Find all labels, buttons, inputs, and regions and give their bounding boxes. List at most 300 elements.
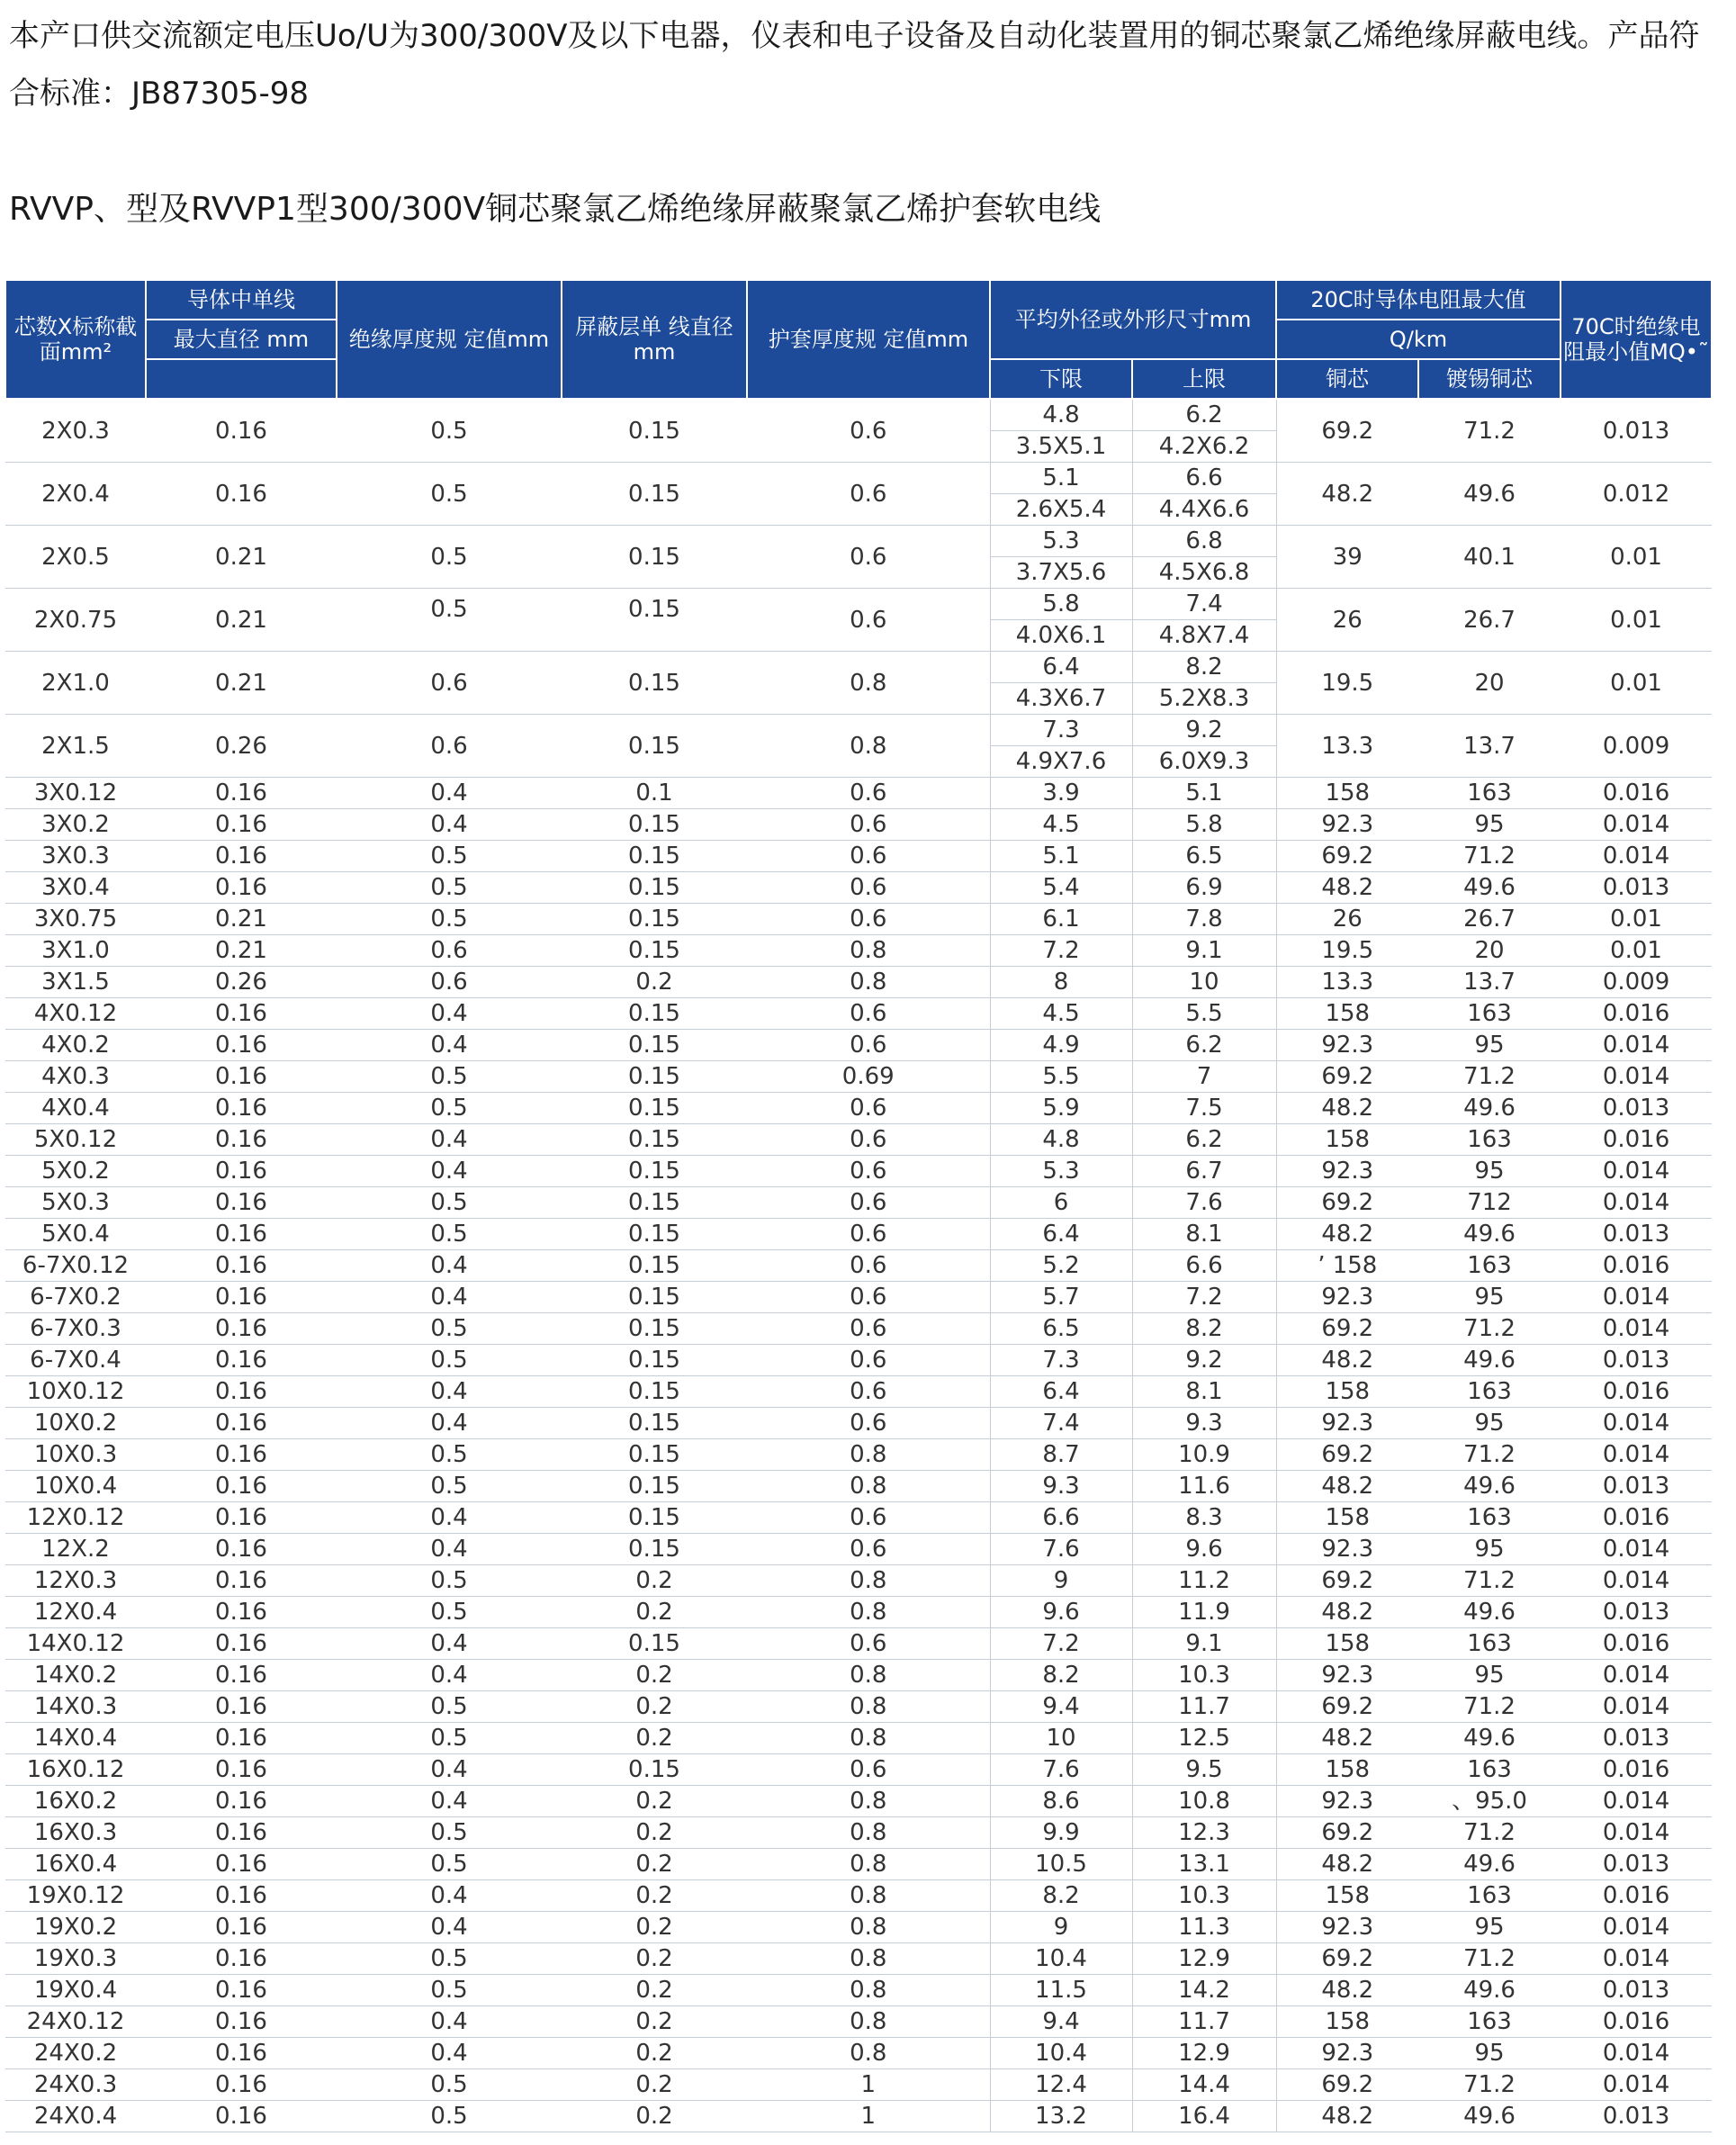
cell-tinned: 95	[1418, 2038, 1561, 2069]
header-shield: 屏蔽层单 线直径mm	[562, 280, 747, 399]
cell-insulation-resistance: 0.013	[1561, 1345, 1712, 1376]
cell-tinned: 49.6	[1418, 1219, 1561, 1250]
cell-upper: 10	[1132, 967, 1276, 998]
cell-core: 2X0.4	[5, 463, 146, 526]
cell-core: 2X1.0	[5, 652, 146, 715]
cell-insulation: 0.4	[337, 1660, 562, 1691]
cell-sheath: 0.8	[747, 1817, 990, 1849]
cell-conductor: 0.16	[146, 778, 337, 809]
cell-upper: 7.6	[1132, 1187, 1276, 1219]
cell-conductor: 0.16	[146, 1660, 337, 1691]
cell-upper-dim: 4.8X7.4	[1132, 620, 1276, 652]
table-row	[5, 1061, 1712, 1093]
cell-insulation: 0.4	[337, 778, 562, 809]
cell-copper: 69.2	[1276, 1565, 1418, 1597]
table-row	[5, 1817, 1712, 1849]
cell-lower: 7.2	[990, 1628, 1132, 1660]
cell-insulation: 0.5	[337, 1565, 562, 1597]
cell-insulation: 0.5	[337, 1439, 562, 1471]
table-row	[5, 1187, 1712, 1219]
cell-lower: 6.4	[990, 1376, 1132, 1408]
cell-insulation: 0.5	[337, 1849, 562, 1880]
cell-shield: 0.15	[562, 809, 747, 841]
cell-shield: 0.2	[562, 1691, 747, 1723]
cell-conductor: 0.16	[146, 998, 337, 1030]
cell-core: 16X0.12	[5, 1754, 146, 1786]
cell-core: 6-7X0.2	[5, 1282, 146, 1313]
cell-shield: 0.2	[562, 1912, 747, 1943]
cell-copper: 13.3	[1276, 715, 1418, 778]
cell-shield: 0.2	[562, 1660, 747, 1691]
cell-sheath: 0.6	[747, 1313, 990, 1345]
header-insulation-resistance: 70C时绝缘电阻最小值MQ•˜	[1561, 280, 1712, 399]
cell-lower: 8.6	[990, 1786, 1132, 1817]
cell-shield: 0.15	[562, 1124, 747, 1156]
cell-lower: 9.4	[990, 2006, 1132, 2038]
table-row	[5, 841, 1712, 872]
cell-copper: 48.2	[1276, 1975, 1418, 2006]
cell-sheath: 0.8	[747, 967, 990, 998]
cell-shield: 0.15	[562, 1313, 747, 1345]
cell-copper: 158	[1276, 2006, 1418, 2038]
cell-insulation-resistance: 0.01	[1561, 652, 1712, 715]
cell-shield: 0.2	[562, 1975, 747, 2006]
table-row	[5, 1376, 1712, 1408]
cell-insulation: 0.5	[337, 1691, 562, 1723]
cell-core: 16X0.4	[5, 1849, 146, 1880]
cell-upper-dim: 5.2X8.3	[1132, 683, 1276, 715]
cell-upper: 9.6	[1132, 1534, 1276, 1565]
cell-core: 6-7X0.3	[5, 1313, 146, 1345]
cell-shield: 0.2	[562, 2006, 747, 2038]
cell-upper: 11.7	[1132, 2006, 1276, 2038]
cell-upper: 12.5	[1132, 1723, 1276, 1754]
cell-insulation: 0.5	[337, 526, 562, 589]
cell-upper: 6.6	[1132, 463, 1276, 494]
cell-conductor: 0.21	[146, 652, 337, 715]
header-tinned: 镀锡铜芯	[1418, 359, 1561, 399]
cell-core: 19X0.2	[5, 1912, 146, 1943]
cell-copper: 69.2	[1276, 1817, 1418, 1849]
cell-conductor: 0.16	[146, 1471, 337, 1502]
table-row	[5, 2101, 1712, 2132]
cell-insulation: 0.4	[337, 1754, 562, 1786]
cell-sheath: 0.6	[747, 809, 990, 841]
cell-upper: 8.1	[1132, 1376, 1276, 1408]
cell-conductor: 0.21	[146, 904, 337, 935]
table-row	[5, 526, 1712, 557]
cell-lower: 4.9	[990, 1030, 1132, 1061]
cell-copper: 48.2	[1276, 1093, 1418, 1124]
cell-sheath: 0.6	[747, 1282, 990, 1313]
cell-insulation: 0.6	[337, 967, 562, 998]
cell-sheath: 0.6	[747, 1534, 990, 1565]
cell-insulation: 0.4	[337, 1502, 562, 1534]
cell-insulation-resistance: 0.013	[1561, 872, 1712, 904]
cell-core: 3X0.4	[5, 872, 146, 904]
cell-upper: 8.2	[1132, 652, 1276, 683]
table-row	[5, 1849, 1712, 1880]
cell-sheath: 0.6	[747, 778, 990, 809]
cell-conductor: 0.16	[146, 1030, 337, 1061]
cell-tinned: 163	[1418, 1880, 1561, 1912]
cell-sheath: 0.6	[747, 1156, 990, 1187]
cell-shield: 0.1	[562, 778, 747, 809]
table-row	[5, 998, 1712, 1030]
cell-core: 24X0.4	[5, 2101, 146, 2132]
cell-insulation: 0.4	[337, 1786, 562, 1817]
cell-sheath: 0.8	[747, 1786, 990, 1817]
cell-upper-dim: 4.2X6.2	[1132, 431, 1276, 463]
cell-shield: 0.15	[562, 399, 747, 463]
table-row	[5, 1660, 1712, 1691]
cell-tinned: 163	[1418, 998, 1561, 1030]
cell-shield: 0.15	[562, 589, 747, 652]
cell-sheath: 0.6	[747, 463, 990, 526]
cell-insulation-resistance: 0.014	[1561, 1061, 1712, 1093]
cell-core: 5X0.4	[5, 1219, 146, 1250]
table-row	[5, 1565, 1712, 1597]
cell-tinned: 163	[1418, 1250, 1561, 1282]
cell-insulation: 0.5	[337, 1345, 562, 1376]
cell-shield: 0.15	[562, 1534, 747, 1565]
cell-shield: 0.15	[562, 1376, 747, 1408]
cell-core: 12X0.4	[5, 1597, 146, 1628]
cell-shield: 0.15	[562, 526, 747, 589]
cell-conductor: 0.16	[146, 1628, 337, 1660]
cell-insulation-resistance: 0.013	[1561, 1219, 1712, 1250]
cell-lower-dim: 3.7X5.6	[990, 557, 1132, 589]
cell-lower: 9.3	[990, 1471, 1132, 1502]
cell-insulation: 0.5	[337, 1471, 562, 1502]
cell-conductor: 0.16	[146, 1093, 337, 1124]
cell-tinned: 49.6	[1418, 1345, 1561, 1376]
cell-insulation: 0.6	[337, 652, 562, 715]
cell-lower: 4.5	[990, 809, 1132, 841]
cell-sheath: 0.6	[747, 1093, 990, 1124]
cell-shield: 0.15	[562, 715, 747, 778]
cell-copper: 69.2	[1276, 1439, 1418, 1471]
cell-sheath: 0.8	[747, 1439, 990, 1471]
cell-copper: 48.2	[1276, 1849, 1418, 1880]
cell-core: 14X0.2	[5, 1660, 146, 1691]
cell-copper: 158	[1276, 1376, 1418, 1408]
table-row	[5, 1093, 1712, 1124]
cell-tinned: 20	[1418, 652, 1561, 715]
cell-shield: 0.2	[562, 1943, 747, 1975]
cell-core: 6-7X0.12	[5, 1250, 146, 1282]
cell-sheath: 0.8	[747, 715, 990, 778]
cell-upper: 16.4	[1132, 2101, 1276, 2132]
header-copper: 铜芯	[1276, 359, 1418, 399]
cell-insulation-resistance: 0.013	[1561, 399, 1712, 463]
cell-insulation-resistance: 0.014	[1561, 841, 1712, 872]
cell-upper: 6.2	[1132, 1124, 1276, 1156]
cell-tinned: 49.6	[1418, 1597, 1561, 1628]
cell-insulation-resistance: 0.016	[1561, 1124, 1712, 1156]
cell-conductor: 0.16	[146, 1061, 337, 1093]
cell-conductor: 0.16	[146, 1250, 337, 1282]
cell-tinned: 163	[1418, 1628, 1561, 1660]
table-row	[5, 399, 1712, 431]
cell-lower: 5.3	[990, 526, 1132, 557]
cell-core: 4X0.4	[5, 1093, 146, 1124]
cell-shield: 0.15	[562, 841, 747, 872]
table-row	[5, 1943, 1712, 1975]
cell-insulation: 0.6	[337, 715, 562, 778]
cell-insulation: 0.5	[337, 841, 562, 872]
cell-insulation-resistance: 0.014	[1561, 1817, 1712, 1849]
cell-conductor: 0.16	[146, 1534, 337, 1565]
cell-copper: 48.2	[1276, 872, 1418, 904]
cell-insulation-resistance: 0.014	[1561, 1313, 1712, 1345]
cell-conductor: 0.16	[146, 1849, 337, 1880]
cell-insulation-resistance: 0.013	[1561, 1471, 1712, 1502]
cell-conductor: 0.16	[146, 1691, 337, 1723]
cell-insulation: 0.5	[337, 1597, 562, 1628]
cell-sheath: 0.8	[747, 2038, 990, 2069]
cell-shield: 0.15	[562, 1030, 747, 1061]
cell-core: 2X1.5	[5, 715, 146, 778]
cell-lower: 6.5	[990, 1313, 1132, 1345]
cell-conductor: 0.16	[146, 2069, 337, 2101]
table-row	[5, 1250, 1712, 1282]
cell-copper: 13.3	[1276, 967, 1418, 998]
cell-conductor: 0.16	[146, 1187, 337, 1219]
cell-copper: 92.3	[1276, 1534, 1418, 1565]
table-row	[5, 967, 1712, 998]
cable-spec-table	[4, 279, 1713, 2132]
cell-conductor: 0.21	[146, 526, 337, 589]
cell-shield: 0.15	[562, 935, 747, 967]
cell-conductor: 0.16	[146, 1219, 337, 1250]
cell-copper: 92.3	[1276, 809, 1418, 841]
table-row	[5, 1912, 1712, 1943]
cell-shield: 0.2	[562, 1565, 747, 1597]
cell-insulation: 0.5	[337, 1943, 562, 1975]
cell-lower: 5.1	[990, 463, 1132, 494]
cell-sheath: 0.6	[747, 1376, 990, 1408]
cell-copper: 158	[1276, 778, 1418, 809]
cell-sheath: 0.8	[747, 1565, 990, 1597]
cell-lower: 8.7	[990, 1439, 1132, 1471]
header-conductor-top: 导体中单线	[146, 280, 337, 320]
cell-tinned: 163	[1418, 1376, 1561, 1408]
cell-lower: 10.5	[990, 1849, 1132, 1880]
cell-shield: 0.15	[562, 1061, 747, 1093]
table-row	[5, 1534, 1712, 1565]
cell-shield: 0.15	[562, 1250, 747, 1282]
cell-insulation: 0.4	[337, 998, 562, 1030]
cell-insulation-resistance: 0.016	[1561, 778, 1712, 809]
cell-tinned: 712	[1418, 1187, 1561, 1219]
cell-lower: 8.2	[990, 1880, 1132, 1912]
cell-insulation-resistance: 0.016	[1561, 998, 1712, 1030]
table-row	[5, 463, 1712, 494]
table-row	[5, 1313, 1712, 1345]
cell-core: 12X0.3	[5, 1565, 146, 1597]
cell-tinned: 95	[1418, 1912, 1561, 1943]
cell-upper: 5.1	[1132, 778, 1276, 809]
cell-insulation-resistance: 0.013	[1561, 1975, 1712, 2006]
cell-copper: 48.2	[1276, 1471, 1418, 1502]
cell-lower: 4.8	[990, 1124, 1132, 1156]
cell-copper: 92.3	[1276, 1156, 1418, 1187]
cell-insulation-resistance: 0.016	[1561, 1628, 1712, 1660]
cell-insulation-resistance: 0.014	[1561, 1912, 1712, 1943]
cell-insulation-resistance: 0.013	[1561, 1849, 1712, 1880]
cell-tinned: 95	[1418, 1660, 1561, 1691]
cell-sheath: 0.6	[747, 1754, 990, 1786]
cell-insulation: 0.4	[337, 1912, 562, 1943]
cell-insulation: 0.5	[337, 1817, 562, 1849]
cell-core: 3X1.5	[5, 967, 146, 998]
table-row	[5, 652, 1712, 683]
cell-upper: 5.5	[1132, 998, 1276, 1030]
cell-lower: 13.2	[990, 2101, 1132, 2132]
cell-tinned: 95	[1418, 1408, 1561, 1439]
cell-shield: 0.15	[562, 998, 747, 1030]
cell-tinned: 49.6	[1418, 463, 1561, 526]
cell-tinned: 95	[1418, 809, 1561, 841]
cell-lower: 5.9	[990, 1093, 1132, 1124]
cell-core: 2X0.3	[5, 399, 146, 463]
cell-upper: 7.8	[1132, 904, 1276, 935]
cell-insulation-resistance: 0.012	[1561, 463, 1712, 526]
table-row	[5, 1597, 1712, 1628]
cell-sheath: 0.6	[747, 526, 990, 589]
cell-lower: 8.2	[990, 1660, 1132, 1691]
cell-shield: 0.15	[562, 1628, 747, 1660]
cell-lower-dim: 4.0X6.1	[990, 620, 1132, 652]
cell-insulation-resistance: 0.01	[1561, 526, 1712, 589]
cell-insulation: 0.5	[337, 1723, 562, 1754]
cell-conductor: 0.16	[146, 1282, 337, 1313]
cell-insulation-resistance: 0.013	[1561, 1597, 1712, 1628]
cell-insulation: 0.4	[337, 1124, 562, 1156]
cell-conductor: 0.16	[146, 1502, 337, 1534]
cell-sheath: 0.8	[747, 935, 990, 967]
cell-upper: 13.1	[1132, 1849, 1276, 1880]
cell-copper: 69.2	[1276, 1691, 1418, 1723]
cell-core: 10X0.4	[5, 1471, 146, 1502]
table-row	[5, 1156, 1712, 1187]
table-row	[5, 872, 1712, 904]
cell-copper: 48.2	[1276, 1597, 1418, 1628]
cell-insulation: 0.5	[337, 1187, 562, 1219]
cell-conductor: 0.16	[146, 2006, 337, 2038]
cell-lower: 9.9	[990, 1817, 1132, 1849]
cell-copper: 48.2	[1276, 1219, 1418, 1250]
cell-core: 12X.2	[5, 1534, 146, 1565]
table-row	[5, 2038, 1712, 2069]
cell-insulation: 0.6	[337, 935, 562, 967]
cell-insulation: 0.4	[337, 1534, 562, 1565]
cell-insulation: 0.4	[337, 1376, 562, 1408]
table-row	[5, 1282, 1712, 1313]
cell-insulation: 0.4	[337, 1880, 562, 1912]
cell-shield: 0.15	[562, 1156, 747, 1187]
cell-upper: 12.9	[1132, 1943, 1276, 1975]
cell-insulation-resistance: 0.014	[1561, 1030, 1712, 1061]
cell-copper: 48.2	[1276, 1723, 1418, 1754]
cell-tinned: 71.2	[1418, 1439, 1561, 1471]
cell-conductor: 0.16	[146, 1912, 337, 1943]
cell-insulation-resistance: 0.014	[1561, 1534, 1712, 1565]
cell-tinned: 71.2	[1418, 2069, 1561, 2101]
cell-copper: 48.2	[1276, 1345, 1418, 1376]
cell-insulation-resistance: 0.014	[1561, 1565, 1712, 1597]
cell-tinned: 95	[1418, 1534, 1561, 1565]
cell-conductor: 0.21	[146, 589, 337, 652]
cell-lower: 9	[990, 1912, 1132, 1943]
cell-sheath: 0.6	[747, 1219, 990, 1250]
cell-upper: 8.1	[1132, 1219, 1276, 1250]
cell-tinned: 49.6	[1418, 1471, 1561, 1502]
cell-tinned: 95	[1418, 1282, 1561, 1313]
table-header	[5, 280, 1712, 399]
cell-upper: 11.6	[1132, 1471, 1276, 1502]
cell-lower: 5.4	[990, 872, 1132, 904]
cell-copper: ’ 158	[1276, 1250, 1418, 1282]
cell-shield: 0.15	[562, 652, 747, 715]
cell-conductor: 0.16	[146, 463, 337, 526]
cell-lower: 4.8	[990, 399, 1132, 431]
table-row	[5, 1471, 1712, 1502]
cell-upper: 10.3	[1132, 1660, 1276, 1691]
table-row	[5, 1408, 1712, 1439]
cell-tinned: 71.2	[1418, 399, 1561, 463]
cell-shield: 0.15	[562, 1439, 747, 1471]
cell-sheath: 0.69	[747, 1061, 990, 1093]
cell-shield: 0.15	[562, 463, 747, 526]
cell-shield: 0.15	[562, 1408, 747, 1439]
cell-sheath: 0.6	[747, 904, 990, 935]
table-row	[5, 1502, 1712, 1534]
cell-upper: 6.9	[1132, 872, 1276, 904]
cell-insulation: 0.5	[337, 1061, 562, 1093]
cell-lower: 5.2	[990, 1250, 1132, 1282]
cell-upper: 14.4	[1132, 2069, 1276, 2101]
table-row	[5, 1880, 1712, 1912]
cell-upper: 10.8	[1132, 1786, 1276, 1817]
cell-copper: 69.2	[1276, 1187, 1418, 1219]
cell-core: 2X0.75	[5, 589, 146, 652]
cell-tinned: 95	[1418, 1156, 1561, 1187]
cell-lower: 9.4	[990, 1691, 1132, 1723]
cell-tinned: 26.7	[1418, 589, 1561, 652]
cell-tinned: 49.6	[1418, 1723, 1561, 1754]
cell-upper: 7	[1132, 1061, 1276, 1093]
cell-upper: 11.7	[1132, 1691, 1276, 1723]
cell-core: 3X0.12	[5, 778, 146, 809]
cell-lower: 10.4	[990, 2038, 1132, 2069]
cell-tinned: 71.2	[1418, 1061, 1561, 1093]
cell-shield: 0.2	[562, 1817, 747, 1849]
cell-sheath: 0.8	[747, 1912, 990, 1943]
cell-insulation-resistance: 0.014	[1561, 2038, 1712, 2069]
cell-copper: 158	[1276, 1502, 1418, 1534]
header-core: 芯数X标称截面mm²	[5, 280, 146, 399]
cell-lower: 10.4	[990, 1943, 1132, 1975]
table-row	[5, 1219, 1712, 1250]
cell-copper: 158	[1276, 1880, 1418, 1912]
cell-lower: 6.1	[990, 904, 1132, 935]
cell-conductor: 0.16	[146, 1754, 337, 1786]
cell-core: 3X0.75	[5, 904, 146, 935]
cell-core: 3X0.3	[5, 841, 146, 872]
header-resistance-unit: Q/km	[1276, 320, 1561, 359]
